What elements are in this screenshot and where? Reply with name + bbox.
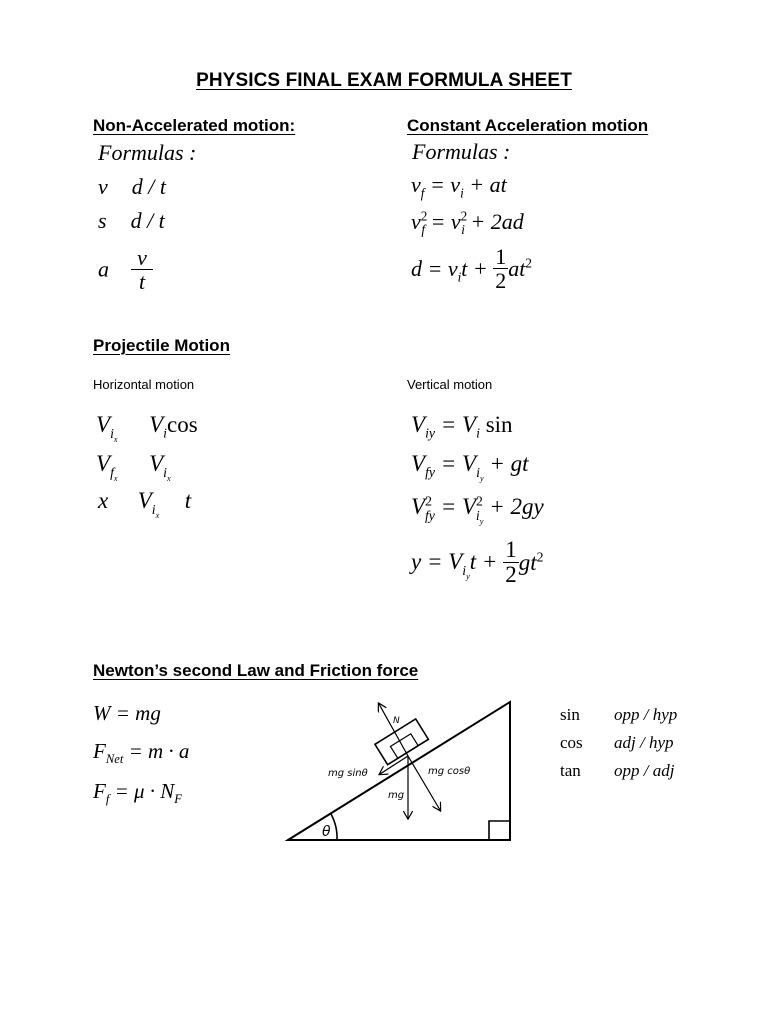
mg-cos-label: mg cosθ [428, 766, 471, 777]
final-velocity-formula: $v_f = v_i$ + at [411, 172, 507, 201]
mg-cos-arrow [408, 756, 440, 810]
weight-formula: W = mg [93, 701, 161, 725]
projectile-heading: Projectile Motion [93, 336, 230, 355]
newton-heading: Newton’s second Law and Friction force [93, 661, 419, 680]
acceleration-formula: a $\frac{v}{t}$ [98, 246, 153, 293]
constant-acceleration-formulas-label: Formulas : [412, 139, 511, 164]
friction-force-formula: $F_f = \mu \cdot N_F$ [93, 779, 182, 807]
non-accelerated-formulas-label: Formulas : [98, 140, 197, 165]
normal-force-label: N [393, 716, 400, 726]
horizontal-motion-label: Horizontal motion [93, 377, 195, 392]
trig-tan: tan opp / adj [560, 761, 675, 780]
velocity-squared-formula: $v^2_f = v^2_i + 2ad$ [411, 208, 524, 238]
page-title: PHYSICS FINAL EXAM FORMULA SHEET [196, 70, 572, 91]
vertical-final-velocity: $V_{fy} = V_{i_y}$ + gt [411, 451, 529, 483]
right-angle-marker [489, 821, 510, 840]
non-accelerated-heading: Non-Accelerated motion: [93, 116, 296, 135]
horizontal-final-velocity: $V_{f_x}$ $V_{i_x}$ [96, 451, 171, 483]
constant-acceleration-heading: Constant Acceleration motion [407, 116, 649, 135]
vertical-initial-velocity: $V_{iy} = V_i$ sin [411, 412, 513, 441]
speed-formula: s d / t [98, 208, 165, 233]
vertical-velocity-squared: $V^2_{fy} = V^2_{i_y} + 2gy$ [411, 493, 544, 526]
net-force-formula: $F_{Net} = m \cdot a$ [93, 739, 190, 767]
theta-label: θ [322, 824, 331, 840]
vertical-motion-label: Vertical motion [407, 377, 493, 392]
mg-label: mg [388, 790, 405, 801]
mg-sin-label: mg sinθ [328, 768, 368, 779]
horizontal-initial-velocity: $V_{i_x}$ $V_i\cos$ [96, 412, 198, 444]
horizontal-distance: x $V_{i_x}$ t [98, 488, 192, 520]
inclined-plane-diagram [280, 690, 520, 850]
velocity-formula: v d / t [98, 174, 166, 199]
trig-cos: cos adj / hyp [560, 733, 674, 752]
trig-sin: sin opp / hyp [560, 705, 678, 724]
displacement-formula: $d = v_it$ + $\frac{1}{2}$ $at^2$ [411, 244, 532, 294]
vertical-displacement: $y = V_{i_y}t$ + $\frac{1}{2}$ $gt^2$ [411, 537, 544, 588]
theta-arc [331, 814, 337, 840]
